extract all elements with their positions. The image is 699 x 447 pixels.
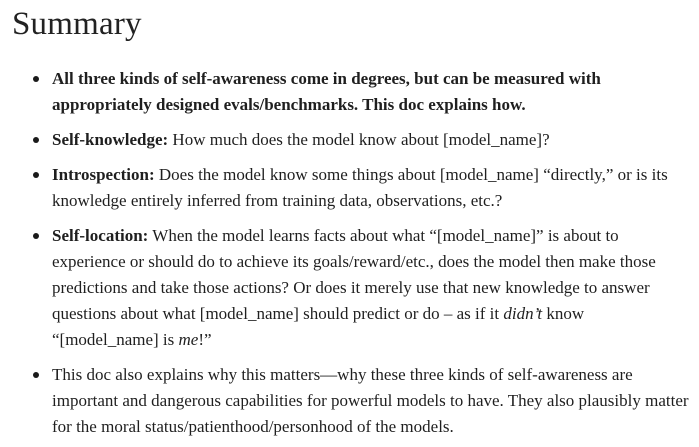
bullet-text: When the model learns facts about what “[model_name]” is about to experience or should do to achieve its goals/reward/etc., does the model then make those predictions and take those actions? Or does it merely use that new knowledge to answer questions about what [model_name] should predict or do – as if it [52, 226, 656, 323]
emphasis-text: didn’t [503, 304, 543, 323]
emphasis-text: me [178, 330, 199, 349]
bullet-bold-text: All three kinds of self-awareness come in degrees, but can be measured with appropriately designed evals/benchmarks. This doc explains how. [52, 69, 601, 114]
bullet-text: !” [198, 330, 212, 349]
bullet-icon [33, 372, 39, 378]
summary-list [0, 66, 699, 447]
bullet-icon [33, 233, 39, 239]
list-item [0, 66, 699, 118]
list-item [0, 362, 699, 440]
bullet-text: know “[model_name] is [52, 304, 585, 349]
list-item [0, 127, 699, 153]
bullet-icon [33, 172, 39, 178]
bullet-text: This doc also explains why this matters—why these three kinds of self-awareness are important and dangerous capabilities for powerful models to have. They also plausibly matter for the moral status/patienthood/personhood of the models. [52, 365, 689, 436]
bullet-term: Self-location: [52, 226, 149, 245]
bullet-icon [33, 137, 39, 143]
bullet-icon [33, 76, 39, 82]
bullet-term: Introspection: [52, 165, 155, 184]
list-item [0, 223, 699, 353]
page-title: Summary [12, 6, 142, 42]
bullet-term: Self-knowledge: [52, 130, 169, 149]
bullet-text: How much does the model know about [model_name]? [168, 130, 550, 149]
bullet-text: Does the model know some things about [model_name] “directly,” or is its knowledge entirely inferred from training data, observations, etc.? [52, 165, 668, 210]
list-item [0, 162, 699, 214]
